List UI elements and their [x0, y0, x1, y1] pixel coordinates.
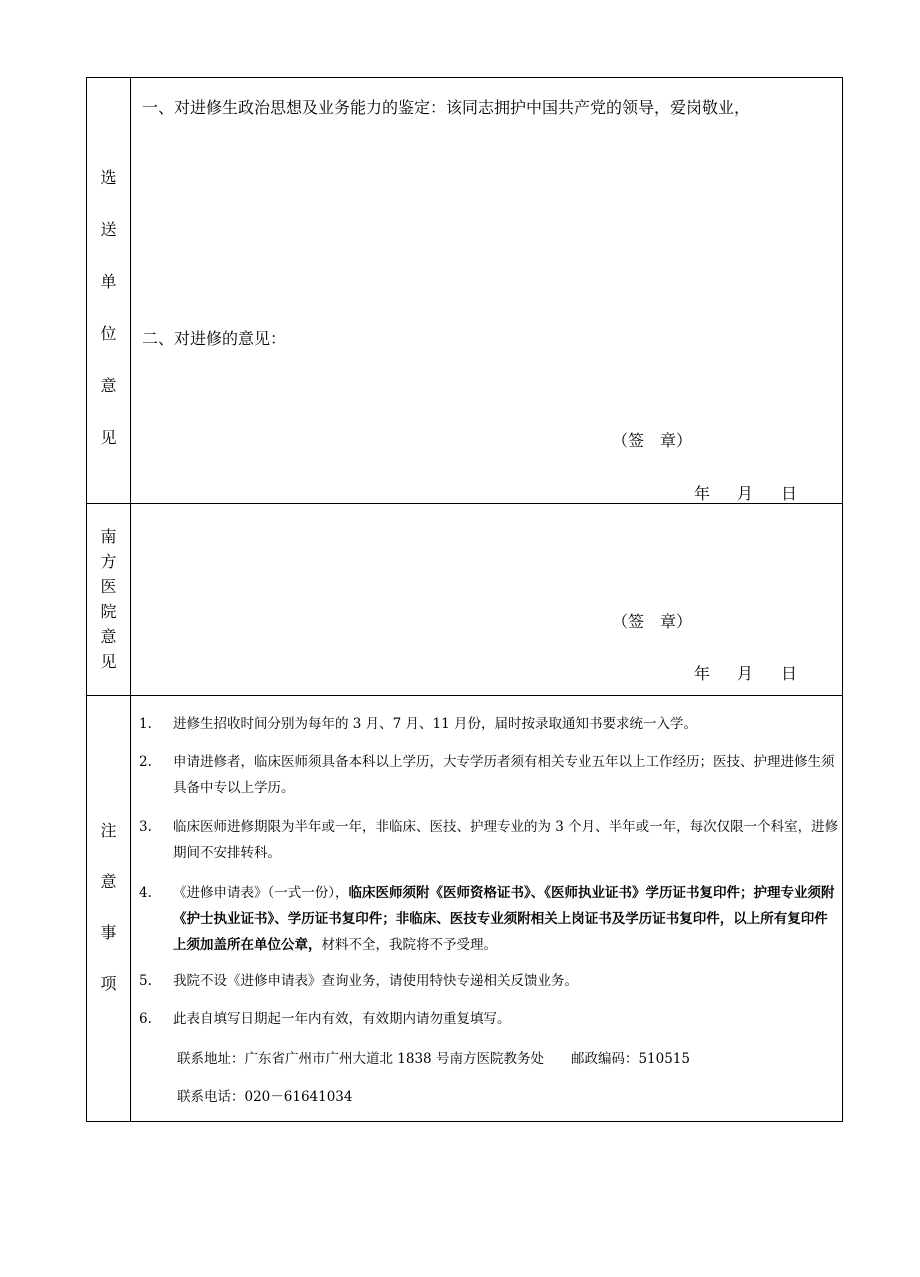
note-number: 5. [139, 973, 152, 989]
note-item [139, 814, 839, 866]
label-char: 医 [100, 577, 117, 596]
date-year: 年 [694, 484, 711, 503]
row-divider-2 [87, 695, 842, 696]
label-column-divider [130, 78, 131, 1121]
note-number: 3. [139, 819, 152, 835]
note-item [139, 749, 839, 801]
note-text [173, 880, 839, 958]
label-char: 位 [100, 324, 117, 343]
label-char: 方 [100, 552, 117, 571]
label-char: 南 [100, 527, 117, 546]
note-text-bold: 临床医师须附《医师资格证书》、《医师执业证书》学历证书复印件；护理专业须附《护士执业证书》、学历证书复印件；非临床、医技专业须附相关上岗证书及学历证书复印件，以上所有复印件上须加盖所在单位公章， [173, 885, 835, 953]
note-item [139, 1006, 839, 1032]
note-number: 6. [139, 1011, 152, 1027]
label-char: 送 [100, 220, 117, 239]
note-text-plain: 《进修申请表》（一式一份）， [173, 885, 349, 901]
selecting-unit-label [87, 152, 130, 464]
evaluation-item: 一、对进修生政治思想及业务能力的鉴定：该同志拥护中国共产党的领导，爱岗敬业， [142, 98, 751, 117]
note-number: 2. [139, 754, 152, 770]
label-char: 单 [100, 272, 117, 291]
note-text: 此表自填写日期起一年内有效，有效期内请勿重复填写。 [173, 1011, 511, 1027]
note-item [139, 968, 839, 994]
label-char: 见 [100, 428, 117, 447]
date-month: 月 [737, 484, 754, 503]
form-table [86, 77, 843, 1122]
seal-label: （签 章） [612, 612, 693, 631]
label-char: 院 [100, 602, 117, 621]
label-char: 事 [100, 923, 117, 942]
label-char: 意 [100, 872, 117, 891]
seal-label: （签 章） [612, 431, 693, 450]
note-item [139, 880, 839, 958]
date-day: 日 [781, 484, 798, 503]
label-char: 意 [100, 376, 117, 395]
label-char: 注 [100, 821, 117, 840]
label-char: 项 [100, 974, 117, 993]
date-day: 日 [781, 664, 798, 683]
note-item [139, 711, 839, 737]
contact-phone: 联系电话：020－61641034 [177, 1089, 353, 1105]
notes-label [87, 805, 130, 1009]
contact-address: 联系地址：广东省广州市广州大道北 1838 号南方医院教务处 邮政编码：510515 [177, 1051, 690, 1067]
label-char: 选 [100, 168, 117, 187]
note-number: 4. [139, 885, 152, 901]
note-text: 我院不设《进修申请表》查询业务，请使用特快专递相关反馈业务。 [173, 973, 578, 989]
note-number: 1. [139, 716, 152, 732]
row-divider-1 [87, 503, 842, 504]
hospital-opinion-label [87, 524, 130, 674]
opinion-item: 二、对进修的意见： [142, 329, 287, 348]
label-char: 意 [100, 627, 117, 646]
date-month: 月 [737, 664, 754, 683]
note-text: 临床医师进修期限为半年或一年，非临床、医技、护理专业的为 3 个月、半年或一年，每次仅限一个科室，进修期间不安排转科。 [173, 819, 839, 861]
label-char: 见 [100, 652, 117, 671]
date-year: 年 [694, 664, 711, 683]
note-text-plain: 材料不全，我院将不予受理。 [321, 937, 497, 953]
note-text: 进修生招收时间分别为每年的 3 月、7 月、11 月份，届时按录取通知书要求统一入学。 [173, 716, 698, 732]
note-text: 申请进修者，临床医师须具备本科以上学历，大专学历者须有相关专业五年以上工作经历；医技、护理进修生须具备中专以上学历。 [173, 754, 835, 796]
